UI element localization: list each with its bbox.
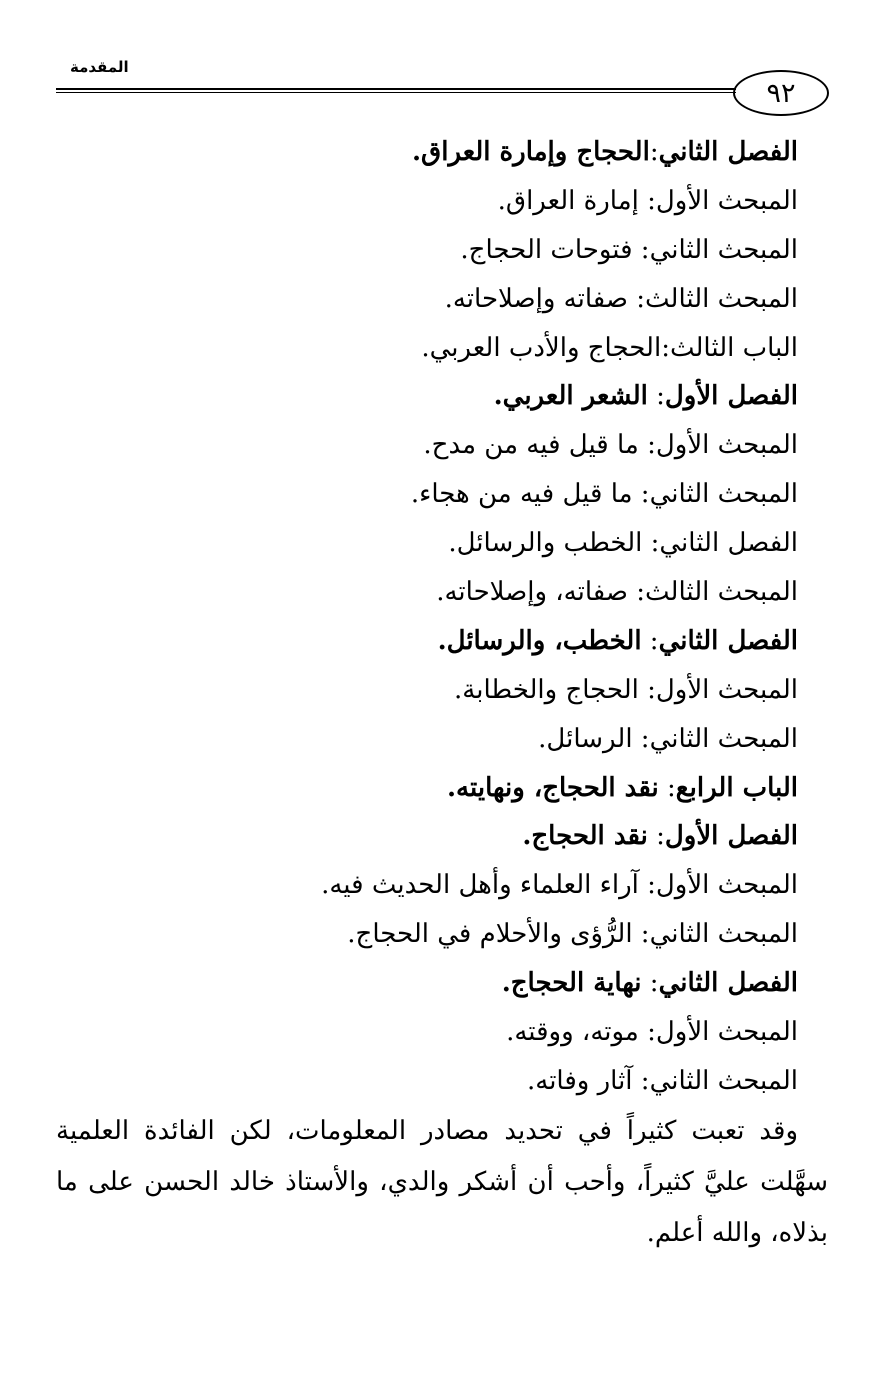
toc-entry-label: المبحث الثاني [649, 479, 798, 510]
toc-entry-label: المبحث الثالث [645, 283, 798, 314]
toc-entry [56, 519, 828, 568]
toc-entry-label: المبحث الأول [655, 430, 798, 461]
toc-entry-title: الخطب والرسائل. [448, 528, 643, 559]
toc-entry-separator: : [641, 625, 659, 656]
toc-entry-title: موته، ووقته. [506, 1017, 639, 1048]
toc-entry-separator: : [638, 674, 656, 705]
toc-entry-title: فتوحات الحجاج. [460, 234, 633, 265]
toc-entry-separator: : [638, 1017, 656, 1048]
toc-entry-label: المبحث الثاني [649, 1065, 798, 1096]
toc-entry [56, 226, 828, 275]
toc-entry-title: الحجاج وإمارة العراق. [412, 137, 650, 167]
toc-entry-separator: : [632, 723, 650, 754]
toc-entry-title: الخطب، والرسائل. [437, 625, 642, 656]
toc-entry [56, 275, 828, 324]
toc-entry [56, 666, 828, 715]
toc-entry-separator: : [632, 479, 650, 510]
toc-entry-label: الفصل الثاني [659, 528, 798, 559]
toc-entry-separator: : [647, 381, 665, 412]
toc-entry-separator: : [628, 283, 646, 314]
toc-entry-label: المبحث الأول [655, 1017, 798, 1048]
toc-entry-label: الفصل الثاني [658, 968, 798, 999]
toc-entry-label: الفصل الأول [664, 381, 798, 412]
toc-entry-separator: : [632, 234, 650, 265]
toc-entry [56, 568, 828, 617]
toc-entry-separator: : [632, 1065, 650, 1096]
toc-entry-title: آراء العلماء وأهل الحديث فيه. [321, 870, 639, 901]
toc-entry [56, 764, 828, 813]
toc-entry-title: ما قيل فيه من هجاء. [410, 479, 633, 510]
page-number-badge [733, 70, 829, 116]
toc-entry [56, 617, 828, 666]
toc-entry-label: المبحث الثاني [649, 234, 798, 265]
toc-entry-label: المبحث الأول [655, 674, 798, 705]
toc-entry-title: الحجاج والأدب العربي. [421, 332, 662, 363]
toc-entry-separator: : [647, 821, 665, 852]
toc-entry-title: آثار وفاته. [526, 1065, 633, 1096]
toc-entry-title: نهاية الحجاج. [501, 968, 642, 999]
toc-entry [56, 372, 828, 421]
toc-entry-separator: : [649, 137, 659, 167]
toc-entry [56, 715, 828, 764]
toc-entry-separator: : [641, 968, 659, 999]
toc-entry-separator: : [638, 185, 656, 216]
toc-entry-title: نقد الحجاج، ونهايته. [447, 772, 659, 803]
toc-entry-label: الفصل الثاني [658, 625, 798, 656]
toc-entry-label: المبحث الثاني [649, 723, 798, 754]
toc-entry-title: نقد الحجاج. [522, 821, 648, 852]
toc-entry [56, 959, 828, 1008]
toc-entry-separator: : [628, 577, 646, 608]
toc-entry-title: صفاته وإصلاحاته. [444, 283, 628, 314]
toc-entry-title: الرُّؤى والأحلام في الحجاج. [347, 919, 633, 950]
toc-entry-label: الباب الرابع [675, 772, 798, 803]
toc-entry-title: ما قيل فيه من مدح. [423, 430, 639, 461]
page-content [56, 128, 828, 1285]
toc-entry-label: المبحث الأول [655, 870, 798, 901]
running-header-title: المقدمة [70, 58, 129, 76]
toc-entry [56, 861, 828, 910]
toc-entry-separator: : [632, 919, 650, 950]
toc-entry-title: الشعر العربي. [493, 381, 648, 412]
toc-entry [56, 1008, 828, 1057]
toc-entry-title: صفاته، وإصلاحاته. [436, 577, 628, 608]
page-number: ٩٢ [766, 77, 796, 109]
toc-entry-title: إمارة العراق. [497, 185, 639, 216]
closing-paragraph: وقد تعبت كثيراً في تحديد مصادر المعلومات، لكن الفائدة العلمية سهَّلت عليَّ كثيراً، وأحب أن أشكر والدي، والأستاذ خالد الحسن على ما بذلاه، والله أعلم. [56, 1115, 828, 1248]
toc-entry-separator: : [638, 870, 656, 901]
toc-entry-separator: : [642, 528, 660, 559]
toc-entry [56, 812, 828, 861]
toc-entry [56, 324, 828, 373]
table-of-contents [56, 128, 828, 1106]
toc-entry-title: الرسائل. [538, 723, 633, 754]
toc-entry [56, 470, 828, 519]
toc-entry-label: الفصل الثاني [658, 137, 798, 167]
toc-entry-label: الباب الثالث [669, 332, 798, 363]
toc-entry-separator: : [661, 332, 670, 363]
header-rule [56, 88, 736, 93]
toc-entry-label: المبحث الأول [655, 185, 798, 216]
toc-entry-label: المبحث الثاني [649, 919, 798, 950]
toc-entry-label: المبحث الثالث [645, 577, 798, 608]
toc-entry-separator: : [658, 772, 676, 803]
toc-entry [56, 421, 828, 470]
toc-entry-separator: : [638, 430, 656, 461]
toc-entry [56, 910, 828, 959]
toc-entry [56, 177, 828, 226]
toc-entry [56, 1057, 828, 1106]
toc-entry [56, 128, 828, 177]
toc-entry-label: الفصل الأول [664, 821, 798, 852]
toc-entry-title: الحجاج والخطابة. [454, 674, 639, 705]
